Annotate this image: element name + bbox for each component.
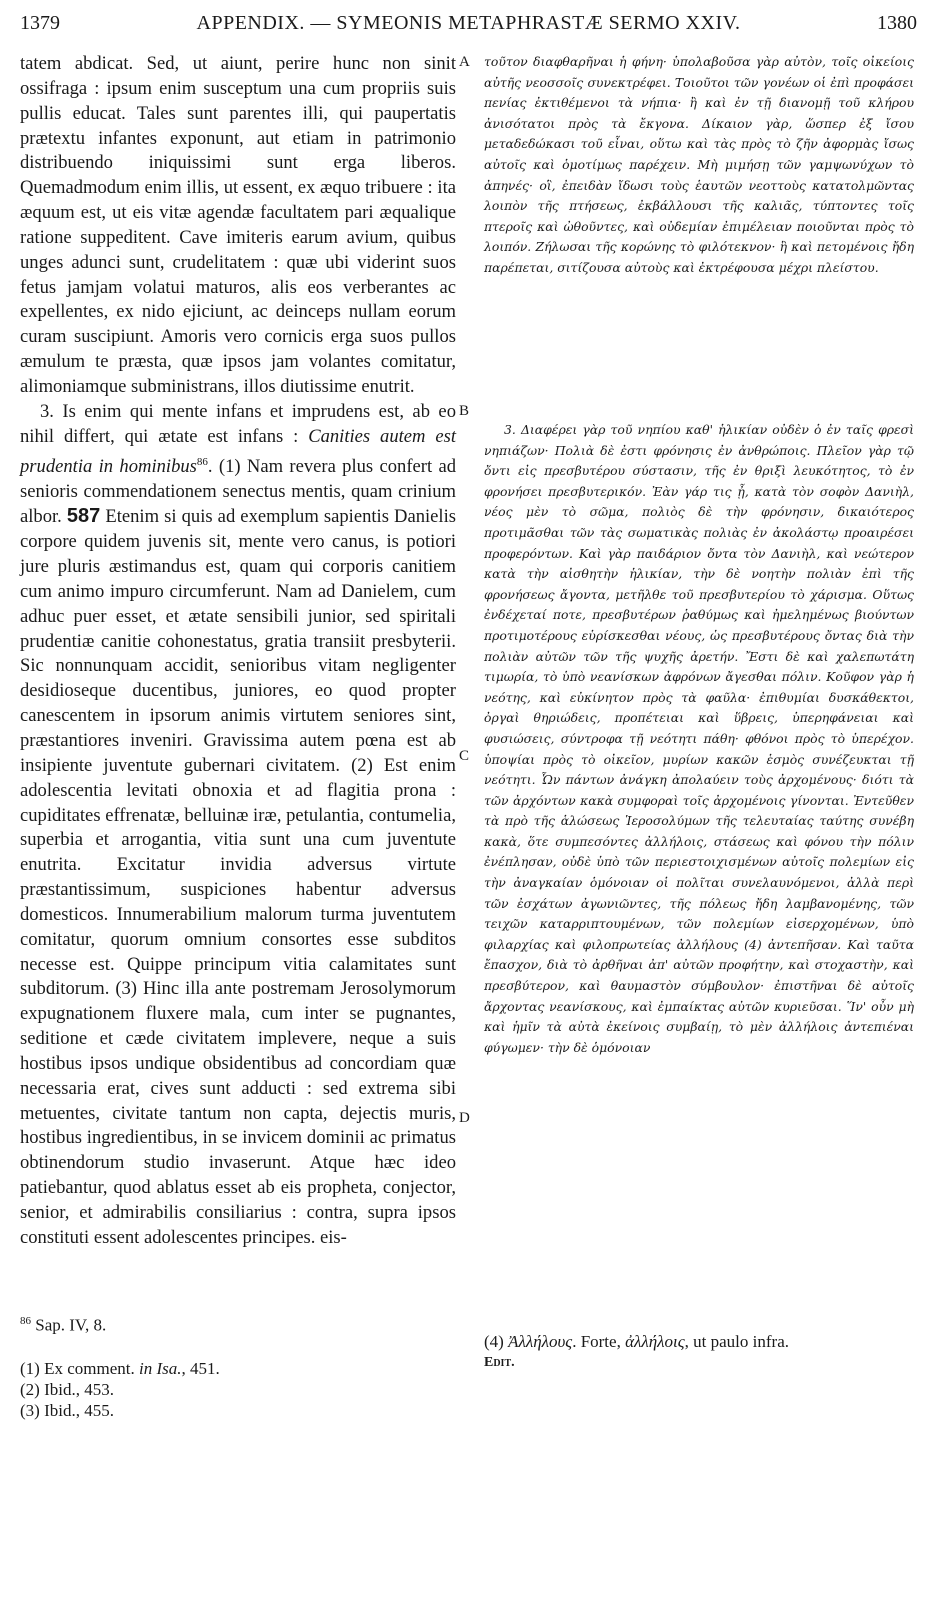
greek-paragraph-1: τοῦτον διαφθαρῆναι ἡ φήνη· ὑπολαβοῦσα γὰρ αὐτὸν, τοῖς οἰκείοις αὐτῆς νεοσσοῖς συνεκτρέφει. Τοιοῦτοι τῶν γονέων οἱ ἐπὶ προφάσει πενίας ἐκτιθέμενοι τὰ νήπια· ἢ καὶ ἐν τῇ διανομῇ τοῦ κλήρου ἀνισότατοι πρὸς τὰ ἔκγονα. Δίκαιον γὰρ, ὥσπερ ἐξ ἴσου μεταδεδώκασι τοῦ εἶναι, οὕτω καὶ τὰς πρὸς τὸ ζῆν ἀφορμὰς ἴσως αὐτοῖς καὶ ὁμοτίμως παρέχειν. Μὴ μιμήσῃ τῶν γαμψωνύχων τὸ ἀπηνές· οἳ, ἐπειδὰν ἴδωσι τοὺς ἑαυτῶν νεοττοὺς κατατολμῶντας λοιπὸν τῆς πτήσεως, ἐκβάλλουσι τῆς καλιᾶς, τύπτοντες τοῖς πτεροῖς καὶ ὠθοῦντες, καὶ οὐδεμίαν ἐπιμέλειαν ποιοῦνται πρὸς τὸ λοιπόν. Ζήλωσαι τῆς κορώνης τὸ φιλότεκνον· ἣ καὶ πετομένοις ἤδη παρέπεται, σιτίζουσα αὐτοὺς καὶ ἐκτρέφουσα μέχρι πλείστου. — [484, 54, 914, 275]
footnotes-left — [20, 1311, 456, 1421]
footnote-86 — [20, 1311, 456, 1336]
footnote-1-text: (1) Ex comment. — [20, 1358, 139, 1378]
margin-marker-a: A — [459, 54, 470, 70]
latin-paragraph-2-middle: . (1) Nam revera plus confert ad senioris commendationem senectus mentis, quam crinium albor. — [20, 455, 457, 528]
scripture-quote: Canities autem est prudentia in hominibus — [20, 425, 456, 477]
greek-paragraph-2: 3. Διαφέρει γὰρ τοῦ νηπίου καθ' ἡλικίαν οὐδὲν ὁ ἐν ταῖς φρεσὶ νηπιάζων· Πολιὰ δὲ ἐστι φρόνησις ἐν ἀνθρώποις. Πλεῖον γὰρ τῷ ὄντι εἰς πρεσβυτέρου σύστασιν, τῆς ἐν θριξὶ λευκότητος, τὸ ἐν φρονήσει πρεσβυτερικόν. Ἐὰν γάρ τις ᾖ, κατὰ τὸν σοφὸν Δανιὴλ, νέος μὲν τὸ σῶμα, πολιὸς δὲ τὴν φρόνησιν, δικαιότερος προτιμᾶσθαι τῶν τὰς σωματικὰς πολιὰς ἐν ἀκολάστῳ προαιρέσει προφερόντων. Καὶ γὰρ παιδάριον ὄντα τὸν Δανιὴλ, καὶ νεώτερον κατὰ τὴν αἰσθητὴν ἡλικίαν, τὴν δὲ νοητὴν πολιὰν ἐπὶ τῆς φρονήσεως ἄγοντα, μετῆλθε τοῦ πρεσβυτερίου τὸ χάρισμα. Οὕτως ἐνδέχεταί ποτε, πρεσβυτέρων ῥαθύμως καὶ ἠμελημένως βιούντων προτιμοτέρους εὑρίσκεσθαι νέους, ὡς πρεσβυτέρους ὄντας διὰ τὴν πολιὰν αὐτῶν τῶν τῆς ψυχῆς ἀρετήν. Ἔστι δὲ καὶ χαλεπωτάτη τιμωρία, τὸ ὑπὸ νεανίσκων ἀφρόνων ἄγεσθαι πόλιν. Κοῦφον γὰρ ἡ νεότης, καὶ εὐκίνητον πρὸς τὰ φαῦλα· ἐπιθυμίαι δυσκάθεκτοι, ὀργαὶ θηριώδεις, προπέτειαι καὶ ὕβρεις, ὑπερηφάνειαι καὶ φυσιώσεις, σύντροφα τῇ νεότητι πάθη· φθόνοι πρὸς τὸ ὑπερέχον. ὑποψίαι πρὸς τὸ οἰκεῖον, μυρίων κακῶν ἑσμὸς συνέζευκται τῇ νεότητι. Ὧν πάντων ἀνάγκη ἀπολαύειν τοὺς ἀρχομένους· διότι τὰ τῶν ἀρχόντων κακὰ συμφοραὶ τοῖς ἀρχομένοις γίνονται. Ἐντεῦθεν τὰ πρὸ τῆς ἁλώσεως Ἱεροσολύμων τῆς τελευταίας ταύτης συνέβη κακὰ, ὅτε συμπεσόντες ἀλλήλοις, στάσεως καὶ φόνου τὴν πόλιν ἐνέπλησαν, οὐδὲ ὑπὸ τῶν περιεστοιχισμένων αὐτοῖς πολεμίων εἰς τὴν ἀναγκαίαν ὁμόνοιαν οἱ πολῖται συνελαυνόμενοι, ἀλλὰ περὶ τῶν ἐσχάτων ἀγωνιῶντες, τῆς πόλεως ἤδη λαμβανομένης, τῶν τειχῶν καταρριπτουμένων, τῶν πολεμίων εἰσερχομένων, ὑπὸ φιλαρχίας καὶ φιλοπρωτείας ἀλλήλους (4) ἀντεπῆσαν. Καὶ ταῦτα ἔπασχον, διὰ τὸ ἀρθῆναι ἀπ' αὐτῶν προφήτην, καὶ στοχαστὴν, καὶ πρεσβύτερον, καὶ θαυμαστὸν σύμβουλον· ἐπιστῆναι δὲ αὐτοῖς ἄρχοντας νεανίσκους, καὶ ἐμπαίκτας αὐτῶν κυριεῦσαι. Ἵν' οὖν μὴ καὶ ἡμῖν τὰ αὐτὰ ἐκείνοις συμβαίῃ, τὸ μὲν ἀλλήλοις ἀντεπιέναι φύγωμεν· τὴν δὲ ὁμόνοιαν — [484, 422, 914, 1055]
column-number: 587 — [66, 505, 101, 528]
latin-column — [20, 52, 456, 1251]
footnotes-right — [484, 1331, 914, 1373]
latin-paragraph-2 — [20, 400, 456, 1251]
margin-marker-c: C — [459, 748, 470, 764]
running-title: APPENDIX. — SYMEONIS METAPHRASTÆ SERMO XXIV. — [196, 12, 741, 34]
footnote-1 — [20, 1358, 456, 1379]
running-header — [20, 12, 917, 38]
footnote-4-greek-2: ἀλλήλοις — [625, 1332, 685, 1351]
footnote-ref-86: 86 — [196, 455, 208, 468]
page-number-left: 1379 — [20, 12, 60, 34]
margin-marker-d: D — [459, 1110, 470, 1126]
latin-paragraph-2-start: 3. Is enim qui mente infans et imprudens est, ab eo nihil differt, qui ætate est infans : — [20, 400, 456, 447]
footnote-2: (2) Ibid., 453. — [20, 1379, 114, 1399]
footnote-3: (3) Ibid., 455. — [20, 1400, 114, 1420]
footnote-86-text: Sap. IV, 8. — [31, 1315, 107, 1335]
page-number-right: 1380 — [877, 12, 917, 34]
footnote-1-page: , 451. — [181, 1358, 220, 1378]
margin-marker-b: B — [459, 403, 470, 419]
footnote-4 — [484, 1331, 914, 1352]
footnote-86-number: 86 — [20, 1315, 31, 1327]
latin-paragraph-2-rest: Etenim si quis ad exemplum sapientis Danielis corpore quidem juvenis sit, mente vero canus, is potiori jure pluris æstimandus est, quam qui corporis canitiem cum animo impuro circumferunt. Nam ad Danielem, cum adhuc puer esset, et ætate sensibili junior, sed spiritali prudentiæ canitie cohonestatus, gratia transiit presbyterii. Sic nonnunquam accidit, senioribus vitam negligenter desidioseque ducentibus, juniores, eo quod propter canescentem in ipsorum animis virtutem seniores sint, præstantiores inveniri. Gravissima autem pœna est ab insipiente juventute gubernari civitatem. (2) Est enim adolescentia levitati obnoxia et ad flagitia prona : cupiditates effrenatæ, belluinæ iræ, petulantia, contumelia, superbia et arrogantia, vitia sunt una cum juventute enutrita. Excitatur invidia adversus virtute præstantissimum, suspiciones habentur adversus domesticos. Innumerabilium malorum turma juventutem comitatur, quorum omnium consortes esse subditos necesse est. Quippe principum vitia calamitates sunt subditorum. (3) Hinc illa ante postremam Jerosolymorum expugnationem fluxere mala, cum inter se pugnantes, seditione et cæde civitatem implevere, neque a suis hostibus ipsos undique obsidentibus ad concordiam quæ necessaria erat, cives sunt adducti : sed extrema sibi metuentes, civitate tantum non capta, dejectis muris, hostibus ingredientibus, in se invicem dominii ac primatus obtinendorum studio invaserunt. Atque hæc ideo patiebantur, quod ablatus esset ab eis propheta, conjector, senior, et admirabilis consiliarius : contra, supra ipsos constituti essent adolescentes principes. eis- — [20, 506, 456, 1248]
footnote-4-greek-1: Ἀλλήλους — [508, 1332, 573, 1351]
footnote-1-work: in Isa. — [138, 1358, 182, 1378]
footnote-4-text-end: , ut paulo infra. — [684, 1332, 789, 1351]
footnote-4-number: (4) — [484, 1332, 509, 1351]
latin-paragraph-1: tatem abdicat. Sed, ut aiunt, perire hunc non sinit ossifraga : ipsum enim susceptum una cum propriis suis pullis educat. Tales sunt parentes illi, qui paupertatis prætextu infantes exponunt, aut etiam in patrimonio distribuendo iniquissimi sunt erga liberos. Quemadmodum enim illis, ut essent, ex æquo tribuere : ita æquum est, ut eis vitæ agendæ facultatem pari æqualique ratione suppeditent. Cave imiteris earum avium, quibus unges adunci sunt, crudelitatem : quæ ubi viderint suos fetus jamjam volatui maturos, alis eos verberantes ac expellentes, ex nido ejiciunt, ac deinceps nullam eorum curam suscipiunt. Amoris vero cornicis erga suos pullos æmulum te præsta, quæ ipsos jam volantes comitatur, alimoniamque subministrans, illos diutissime enutrit. — [20, 53, 456, 397]
editor-note: Edit. — [484, 1355, 515, 1370]
footnote-4-text: . Forte, — [572, 1332, 626, 1351]
